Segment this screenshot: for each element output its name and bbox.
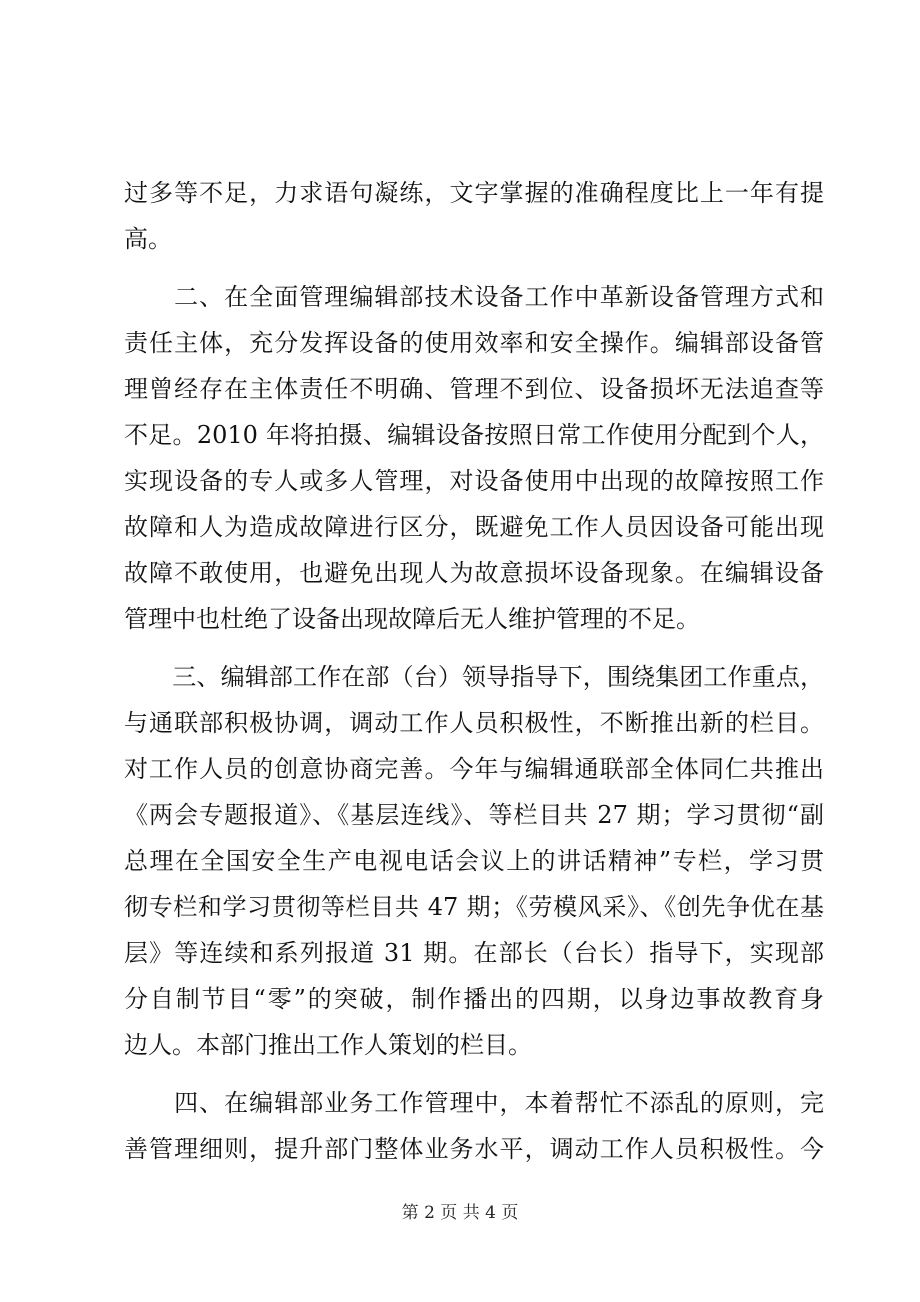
text-line: 边人。本部门推出工作人策划的栏目。 xyxy=(124,1031,532,1059)
text-line: 理曾经存在主体责任不明确、管理不到位、设备损坏无法追查等 xyxy=(124,375,824,403)
text-line: 不足。2010 年将拍摄、编辑设备按照日常工作使用分配到个人， xyxy=(124,421,824,449)
text-line: 责任主体，充分发挥设备的使用效率和安全操作。编辑部设备管 xyxy=(124,329,824,357)
text-line: 过多等不足，力求语句凝练，文字掌握的准确程度比上一年有提 xyxy=(124,179,824,207)
text-line: 高。 xyxy=(124,225,172,253)
text-line: 与通联部积极协调，调动工作人员积极性，不断推出新的栏目。 xyxy=(124,709,824,737)
text-line: 四、在编辑部业务工作管理中，本着帮忙不添乱的原则，完 xyxy=(124,1089,824,1117)
text-line: 实现设备的专人或多人管理，对设备使用中出现的故障按照工作 xyxy=(124,467,824,495)
paragraph-1 xyxy=(124,170,824,262)
text-line: 三、编辑部工作在部（台）领导指导下，围绕集团工作重点， xyxy=(124,663,824,691)
document-body xyxy=(124,170,824,1172)
text-line: 总理在全国安全生产电视电话会议上的讲话精神”专栏，学习贯 xyxy=(124,847,824,875)
page-footer xyxy=(0,1198,920,1223)
text-line: 分自制节目“零”的突破，制作播出的四期，以身边事故教育身 xyxy=(124,985,824,1013)
text-line: 故障和人为造成故障进行区分，既避免工作人员因设备可能出现 xyxy=(124,513,824,541)
text-line: 层》等连续和系列报道 31 期。在部长（台长）指导下，实现部 xyxy=(124,939,824,967)
text-line: 对工作人员的创意协商完善。今年与编辑通联部全体同仁共推出 xyxy=(124,755,824,783)
text-line: 二、在全面管理编辑部技术设备工作中革新设备管理方式和 xyxy=(124,283,824,311)
text-line: 善管理细则，提升部门整体业务水平，调动工作人员积极性。今 xyxy=(124,1135,824,1163)
text-line: 管理中也杜绝了设备出现故障后无人维护管理的不足。 xyxy=(124,605,700,633)
page-number-label: 第 2 页 共 4 页 xyxy=(401,1203,519,1223)
text-line: 《两会专题报道》、《基层连线》、等栏目共 27 期；学习贯彻“副 xyxy=(124,801,824,829)
paragraph-2 xyxy=(124,274,824,642)
text-line: 故障不敢使用，也避免出现人为故意损坏设备现象。在编辑设备 xyxy=(124,559,824,587)
paragraph-4 xyxy=(124,1080,824,1172)
paragraph-3 xyxy=(124,654,824,1068)
text-line: 彻专栏和学习贯彻等栏目共 47 期；《劳模风采》、《创先争优在基 xyxy=(124,893,824,921)
